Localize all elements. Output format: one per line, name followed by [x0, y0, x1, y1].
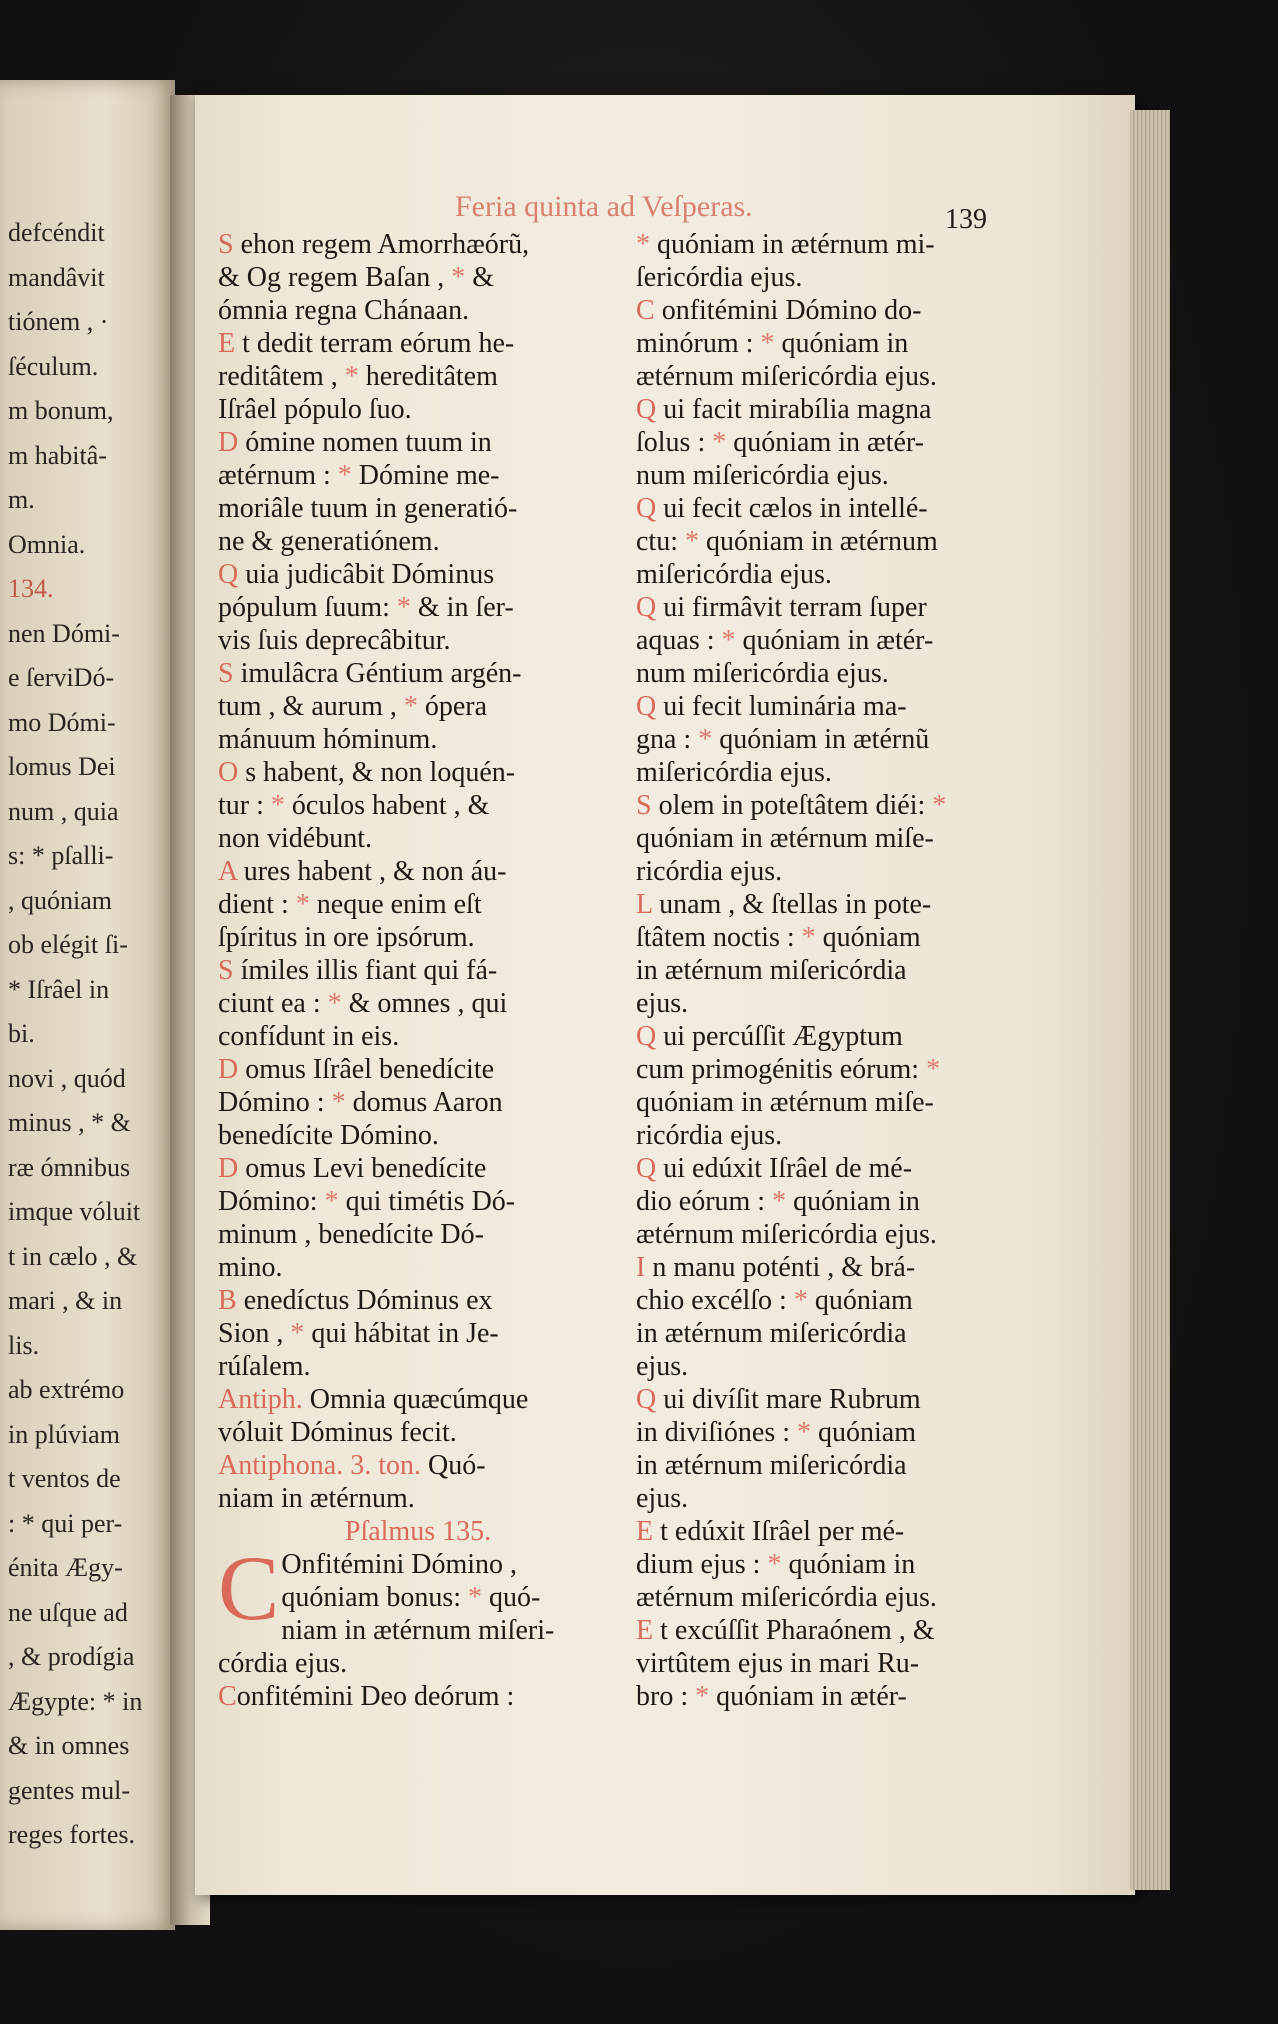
facing-page-line: minus , * &	[8, 1108, 131, 1137]
verse-text: olem in poteſtâtem diéi: *	[651, 790, 947, 821]
verse-text: t excúſſit Pharaónem , &	[653, 1615, 935, 1646]
facing-page-line: Ægypte: * in	[8, 1686, 143, 1716]
text-line	[218, 789, 618, 822]
text-line	[636, 756, 1036, 789]
text-line	[218, 1383, 618, 1416]
verse-text: ómine nomen tuum in	[238, 427, 492, 458]
rubric-initial: Q	[636, 592, 657, 623]
text-line	[218, 360, 618, 393]
rubric-initial: A	[218, 856, 237, 887]
asterisk-mark: *	[698, 724, 713, 755]
facing-page-line: & in omnes	[8, 1731, 130, 1760]
text-line	[218, 591, 618, 624]
verse-text: pópulum ſuum: * & in ſer-	[218, 592, 514, 623]
text-line	[636, 1119, 1036, 1152]
text-line	[218, 294, 618, 327]
facing-page-line: , quóniam	[8, 885, 112, 915]
text-line	[636, 459, 1036, 492]
text-line	[636, 1647, 1036, 1680]
verse-text: ures habent , & non áu-	[236, 856, 507, 887]
asterisk-mark: *	[932, 790, 947, 821]
rubric-initial: D	[218, 1153, 239, 1184]
verse-text: ui percúſſit Ægyptum	[656, 1021, 903, 1052]
verse-text: t dedit terram eórum he-	[235, 328, 515, 359]
text-line	[636, 591, 1036, 624]
text-line	[636, 822, 1036, 855]
text-line	[218, 492, 618, 525]
verse-text: num miſericórdia ejus.	[636, 460, 889, 491]
verse-text: quóniam in ætérnum miſe-	[636, 1087, 934, 1118]
text-line	[636, 1218, 1036, 1251]
text-line	[636, 1449, 1036, 1482]
facing-page-line: ab extrémo	[8, 1375, 125, 1404]
rubric-initial: D	[218, 1054, 239, 1085]
verse-text: ui edúxit Iſrâel de mé-	[656, 1153, 913, 1184]
text-line	[636, 1020, 1036, 1053]
asterisk-mark: *	[344, 361, 359, 392]
text-line	[218, 1350, 618, 1383]
verse-text: ctu: * quóniam in ætérnum	[636, 526, 938, 557]
text-line	[636, 789, 1036, 822]
text-line	[218, 1152, 618, 1185]
text-line	[636, 1680, 1036, 1713]
rubric-initial: C	[636, 295, 655, 326]
verse-text: ſolus : * quóniam in ætér-	[636, 427, 924, 458]
asterisk-mark: *	[636, 229, 650, 260]
text-line	[636, 1581, 1036, 1614]
verse-text: vóluit Dóminus fecit.	[218, 1417, 457, 1448]
facing-page-line: num , quia	[8, 796, 119, 826]
text-line	[218, 1284, 618, 1317]
verse-text: ui facit mirabília magna	[656, 394, 932, 425]
verse-text: ui fecit cælos in intellé-	[656, 493, 928, 524]
text-line	[636, 723, 1036, 756]
page-number: 139	[945, 204, 987, 235]
verse-text: in ætérnum miſericórdia	[636, 955, 907, 986]
text-line	[218, 1482, 618, 1515]
verse-text: minum , benedícite Dó-	[218, 1219, 484, 1250]
facing-page-line: tiónem , ·	[8, 307, 109, 336]
text-line	[636, 1350, 1036, 1383]
verse-text: benedícite Dómino.	[218, 1120, 439, 1151]
text-line	[636, 261, 1036, 294]
text-line	[636, 987, 1036, 1020]
text-line	[636, 855, 1036, 888]
text-line	[636, 1185, 1036, 1218]
facing-page-line: mari , & in	[8, 1286, 123, 1315]
text-line	[636, 1416, 1036, 1449]
verse-text: ejus.	[636, 1483, 689, 1514]
asterisk-mark: *	[760, 328, 775, 359]
verse-text: ſtâtem noctis : * quóniam	[636, 922, 921, 953]
verse-text: confídunt in eis.	[218, 1021, 400, 1052]
verse-text: quóniam in ætérnum miſe-	[636, 823, 934, 854]
facing-page-line: , & prodígia	[8, 1642, 135, 1671]
verse-text: in ætérnum miſericórdia	[636, 1318, 907, 1349]
verse-text: ehon regem Amorrhæórũ,	[233, 229, 530, 260]
verse-text: mino.	[218, 1252, 283, 1283]
facing-page-line: t in cælo , &	[8, 1241, 138, 1271]
verse-text: non vidébunt.	[218, 823, 372, 854]
text-line	[218, 1317, 618, 1350]
verse-text: omus Levi benedícite	[238, 1153, 487, 1184]
rubric-initial: B	[218, 1285, 237, 1316]
asterisk-mark: *	[270, 790, 285, 821]
text-line	[218, 756, 618, 789]
text-line	[636, 888, 1036, 921]
text-line	[218, 657, 618, 690]
verse-text: vis ſuis deprecâbitur.	[218, 625, 451, 656]
text-line	[218, 525, 618, 558]
rubric-initial: Q	[636, 493, 657, 524]
verse-text: dium ejus : * quóniam in	[636, 1549, 916, 1580]
verse-text: Dómino: * qui timétis Dó-	[218, 1186, 516, 1217]
facing-page-line: * Iſrâel in	[8, 974, 110, 1004]
verse-text: chio excélſo : * quóniam	[636, 1285, 913, 1316]
psalm-heading: Pſalmus 135.	[344, 1516, 492, 1547]
verse-text: ne & generatiónem.	[218, 526, 440, 557]
text-line	[281, 1614, 618, 1647]
verse-text: córdia ejus.	[218, 1648, 348, 1679]
text-line	[218, 624, 618, 657]
facing-page-line: ſéculum.	[8, 351, 99, 381]
text-line	[636, 624, 1036, 657]
verse-text: mánuum hóminum.	[218, 724, 438, 755]
text-line	[218, 327, 618, 360]
rubric-initial: I	[636, 1252, 646, 1283]
rubric-label: Antiphona. 3. ton.	[218, 1450, 421, 1481]
text-line	[636, 1284, 1036, 1317]
rubric-initial: C	[218, 1681, 237, 1712]
text-line	[636, 294, 1036, 327]
asterisk-mark: *	[767, 1549, 782, 1580]
verse-text: ímiles illis fiant qui fá-	[233, 955, 498, 986]
verse-text: enedíctus Dóminus ex	[236, 1285, 493, 1316]
text-line	[636, 558, 1036, 591]
facing-page-line: m bonum,	[8, 396, 114, 425]
facing-page-line: Omnia.	[8, 529, 86, 559]
asterisk-mark: *	[331, 1087, 346, 1118]
text-line	[636, 1086, 1036, 1119]
rubric-initial: S	[218, 229, 234, 260]
rubric-initial: Q	[636, 691, 657, 722]
asterisk-mark: *	[797, 1417, 811, 1448]
verse-text: ricórdia ejus.	[636, 856, 783, 887]
asterisk-mark: *	[712, 427, 727, 458]
verse-text: miſericórdia ejus.	[636, 559, 832, 590]
text-line	[636, 1548, 1036, 1581]
text-line	[218, 228, 618, 261]
asterisk-mark: *	[324, 1186, 339, 1217]
verse-text: reditâtem , * hereditâtem	[218, 361, 498, 392]
facing-page-line: e ſerviDó-	[8, 663, 115, 692]
facing-page-line: mandâvit	[8, 262, 105, 292]
verse-text: ætérnum miſericórdia ejus.	[636, 1582, 937, 1613]
facing-page-line: t ventos de	[8, 1464, 121, 1493]
text-line	[218, 855, 618, 888]
text-line	[218, 426, 618, 459]
facing-page-line: énita Ægy-	[8, 1553, 123, 1582]
drop-cap: C	[218, 1537, 280, 1639]
rubric-initial: S	[218, 658, 234, 689]
text-line	[218, 1251, 618, 1284]
verse-text: omus Iſrâel benedícite	[238, 1054, 495, 1085]
verse-text: bro : * quóniam in ætér-	[636, 1681, 907, 1712]
verse-text: Onfitémini Dómino ,	[281, 1549, 518, 1580]
verse-text: ciunt ea : * & omnes , qui	[218, 988, 508, 1019]
verse-text: dient : * neque enim eſt	[218, 889, 482, 920]
text-line	[218, 888, 618, 921]
verse-text: dio eórum : * quóniam in	[636, 1186, 920, 1217]
text-line	[636, 1383, 1036, 1416]
text-line	[218, 393, 618, 426]
asterisk-mark: *	[295, 889, 310, 920]
verse-text: Quó-	[421, 1450, 486, 1481]
verse-text: n manu poténti , & brá-	[645, 1252, 916, 1283]
verse-text: ricórdia ejus.	[636, 1120, 783, 1151]
facing-page-line: s: * pſalli-	[8, 841, 114, 870]
text-line	[218, 459, 618, 492]
rubric-initial: Q	[218, 559, 239, 590]
text-line	[218, 1680, 618, 1713]
text-line	[218, 987, 618, 1020]
verse-text: aquas : * quóniam in ætér-	[636, 625, 934, 656]
verse-text: ui divíſit mare Rubrum	[656, 1384, 921, 1415]
verse-text: Omnia quæcúmque	[302, 1384, 529, 1415]
asterisk-mark: *	[403, 691, 418, 722]
text-line	[218, 1218, 618, 1251]
rubric-initial: Q	[636, 1021, 657, 1052]
verse-text: imulâcra Géntium argén-	[233, 658, 522, 689]
verse-text: minórum : * quóniam in	[636, 328, 909, 359]
verse-text: tur : * óculos habent , &	[218, 790, 490, 821]
text-line	[636, 228, 1036, 261]
facing-page-line: ob elégit ſi-	[8, 930, 128, 959]
text-line	[218, 1647, 618, 1680]
facing-page-line: ne uſque ad	[8, 1597, 128, 1627]
text-column-left	[218, 228, 618, 1713]
asterisk-mark: *	[685, 526, 699, 557]
verse-text: ætérnum miſericórdia ejus.	[636, 361, 937, 392]
verse-text: quóniam bonus: * quó-	[281, 1582, 541, 1613]
text-line	[636, 492, 1036, 525]
rubric-initial: Q	[636, 1384, 657, 1415]
verse-text: ómnia regna Chánaan.	[218, 295, 470, 326]
verse-text: moriâle tuum in generatió-	[218, 493, 518, 524]
verse-text: Iſrâel pópulo ſuo.	[218, 394, 412, 425]
text-line	[636, 690, 1036, 723]
facing-page-line: ræ ómnibus	[8, 1152, 131, 1182]
asterisk-mark: *	[695, 1681, 710, 1712]
facing-page-line: gentes mul-	[8, 1775, 131, 1805]
verse-text: ui fecit luminária ma-	[656, 691, 907, 722]
rubric-initial: Q	[636, 394, 657, 425]
verse-text: uia judicâbit Dóminus	[238, 559, 495, 590]
text-line	[636, 1152, 1036, 1185]
rubric-initial: Q	[636, 1153, 657, 1184]
asterisk-mark: *	[337, 460, 352, 491]
rubric-label: Antiph.	[218, 1384, 303, 1415]
text-column-right	[636, 228, 1036, 1713]
facing-page-line: reges fortes.	[8, 1820, 136, 1849]
text-line	[636, 393, 1036, 426]
facing-page-line: bi.	[8, 1019, 35, 1048]
verse-text: niam in ætérnum.	[218, 1483, 415, 1514]
text-line	[636, 426, 1036, 459]
facing-page-line: imque vóluit	[8, 1197, 141, 1226]
verse-text: onfitémini Deo deórum :	[236, 1681, 515, 1712]
verse-text: ætérnum miſericórdia ejus.	[636, 1219, 937, 1250]
asterisk-mark: *	[801, 922, 816, 953]
asterisk-mark: *	[926, 1054, 941, 1085]
verse-text: tum , & aurum , * ópera	[218, 691, 488, 722]
rubric-initial: D	[218, 427, 239, 458]
facing-page-line: in plúviam	[8, 1419, 120, 1449]
facing-page-line: lis.	[8, 1330, 40, 1360]
facing-page-line: nen Dómi-	[8, 618, 120, 648]
text-line	[636, 954, 1036, 987]
text-line	[218, 1449, 618, 1482]
text-line	[218, 921, 618, 954]
asterisk-mark: *	[772, 1186, 787, 1217]
facing-page-line: m habitâ-	[8, 440, 107, 470]
verse-text: & Og regem Baſan , * &	[218, 262, 495, 293]
text-line	[218, 1020, 618, 1053]
rubric-initial: S	[636, 790, 652, 821]
facing-page-line: m.	[8, 485, 35, 514]
text-line	[218, 1416, 618, 1449]
verse-text: ui firmâvit terram ſuper	[656, 592, 927, 623]
verse-text: unam , & ſtellas in pote-	[652, 889, 932, 920]
facing-page-line: 134.	[8, 574, 54, 603]
facing-page-line: mo Dómi-	[8, 707, 116, 737]
text-line	[636, 1515, 1036, 1548]
verse-text: * quóniam in ætérnum mi-	[636, 229, 935, 260]
text-line	[636, 1251, 1036, 1284]
text-line	[218, 954, 618, 987]
verse-text: virtûtem ejus in mari Ru-	[636, 1648, 920, 1679]
facing-page-line: lomus Dei	[8, 752, 116, 781]
asterisk-mark: *	[451, 262, 466, 293]
text-line	[636, 327, 1036, 360]
text-line	[281, 1581, 618, 1614]
verse-text: ejus.	[636, 988, 689, 1019]
text-line	[218, 822, 618, 855]
verse-text: ætérnum : * Dómine me-	[218, 460, 500, 491]
verse-text: Dómino : * domus Aaron	[218, 1087, 503, 1118]
verse-text: ejus.	[636, 1351, 689, 1382]
asterisk-mark: *	[396, 592, 411, 623]
rubric-initial: E	[636, 1615, 654, 1646]
text-line	[218, 558, 618, 591]
facing-page-left	[0, 80, 175, 1930]
verse-text: in ætérnum miſericórdia	[636, 1450, 907, 1481]
asterisk-mark: *	[793, 1285, 808, 1316]
page-edges	[1130, 110, 1170, 1890]
text-line	[218, 1185, 618, 1218]
text-line	[636, 360, 1036, 393]
verse-text: onfitémini Dómino do-	[654, 295, 922, 326]
asterisk-mark: *	[721, 625, 736, 656]
verse-text: s habent, & non loquén-	[238, 757, 516, 788]
text-line	[218, 1086, 618, 1119]
rubric-initial: L	[636, 889, 653, 920]
verse-text: ſpíritus in ore ipsórum.	[218, 922, 475, 953]
verse-text: cum primogénitis eórum: *	[636, 1054, 941, 1085]
facing-page-line: novi , quód	[8, 1063, 126, 1093]
verse-text: ſericórdia ejus.	[636, 262, 803, 293]
text-line	[218, 723, 618, 756]
text-line	[636, 1317, 1036, 1350]
text-line	[636, 657, 1036, 690]
rubric-initial: S	[218, 955, 234, 986]
verse-text: t edúxit Iſrâel per mé-	[653, 1516, 905, 1547]
asterisk-mark: *	[468, 1582, 483, 1613]
rubric-initial: O	[218, 757, 239, 788]
text-line	[218, 261, 618, 294]
text-line	[218, 1053, 618, 1086]
verse-text: in diviſiónes : * quóniam	[636, 1417, 916, 1448]
verse-text: gna : * quóniam in ætérnũ	[636, 724, 930, 755]
text-line	[636, 1614, 1036, 1647]
facing-page-line: : * qui per-	[8, 1508, 123, 1538]
verse-text: miſericórdia ejus.	[636, 757, 832, 788]
running-header: Feria quinta ad Veſperas.	[455, 190, 753, 223]
text-line	[636, 525, 1036, 558]
text-line	[218, 1119, 618, 1152]
asterisk-mark: *	[327, 988, 342, 1019]
text-line	[636, 1053, 1036, 1086]
rubric-initial: E	[636, 1516, 654, 1547]
rubric-initial: E	[218, 328, 236, 359]
verse-text: num miſericórdia ejus.	[636, 658, 889, 689]
text-line	[636, 921, 1036, 954]
verse-text: rúſalem.	[218, 1351, 311, 1382]
facing-page-line: defcéndit	[8, 218, 105, 247]
asterisk-mark: *	[290, 1318, 305, 1349]
text-line	[218, 690, 618, 723]
text-line	[636, 1482, 1036, 1515]
verse-text: niam in ætérnum miſeri-	[281, 1615, 555, 1646]
verse-text: Sion , * qui hábitat in Je-	[218, 1318, 499, 1349]
